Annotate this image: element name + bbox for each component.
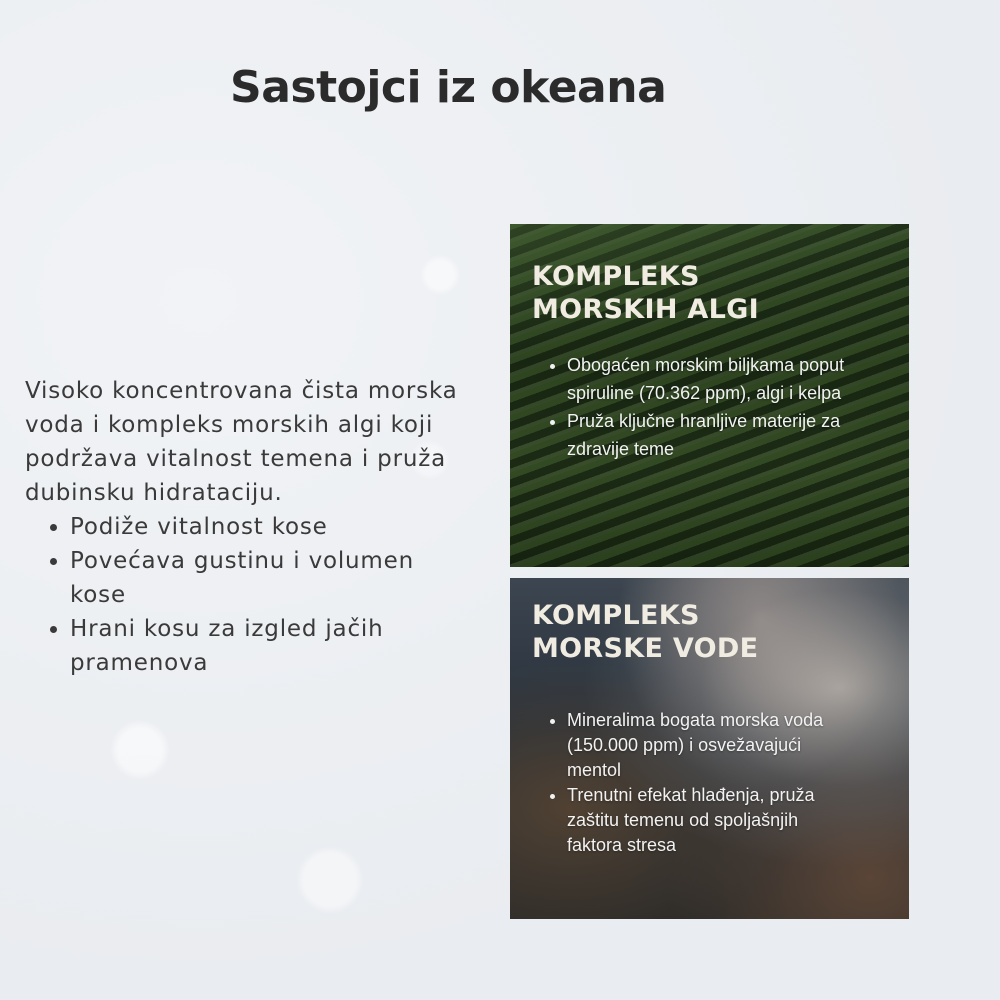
list-item: • Mineralima bogata morska voda (150.000 ppm) i osvežavajući mentol — [567, 708, 857, 783]
intro-text: Visoko koncentrovana čista morska voda i kompleks morskih algi koji podržava vitalnost temena i pruža dubinsku hidrataciju. — [25, 378, 458, 506]
intro-section — [25, 374, 465, 680]
list-item: • Pruža ključne hranljive materije za zdravije teme — [567, 407, 907, 463]
card-heading: KOMPLEKS MORSKE VODE — [532, 600, 759, 664]
list-item: • Obogaćen morskim biljkama poput spiruline (70.362 ppm), algi i kelpa — [567, 351, 907, 407]
seaweed-complex-card — [510, 224, 909, 567]
page-title: Sastojci iz okeana — [230, 62, 667, 113]
card-bullet-list — [510, 351, 907, 463]
list-item: • Povećava gustinu i volumen kose — [70, 544, 465, 612]
card-bullet-list — [510, 708, 857, 858]
benefits-list — [25, 510, 465, 680]
list-item: • Podiže vitalnost kose — [70, 510, 465, 544]
card-heading: KOMPLEKS MORSKIH ALGI — [532, 261, 759, 325]
seawater-complex-card — [510, 578, 909, 919]
list-item: • Hrani kosu za izgled jačih pramenova — [70, 612, 465, 680]
list-item: • Trenutni efekat hlađenja, pruža zaštitu temenu od spoljašnjih faktora stresa — [567, 783, 857, 858]
